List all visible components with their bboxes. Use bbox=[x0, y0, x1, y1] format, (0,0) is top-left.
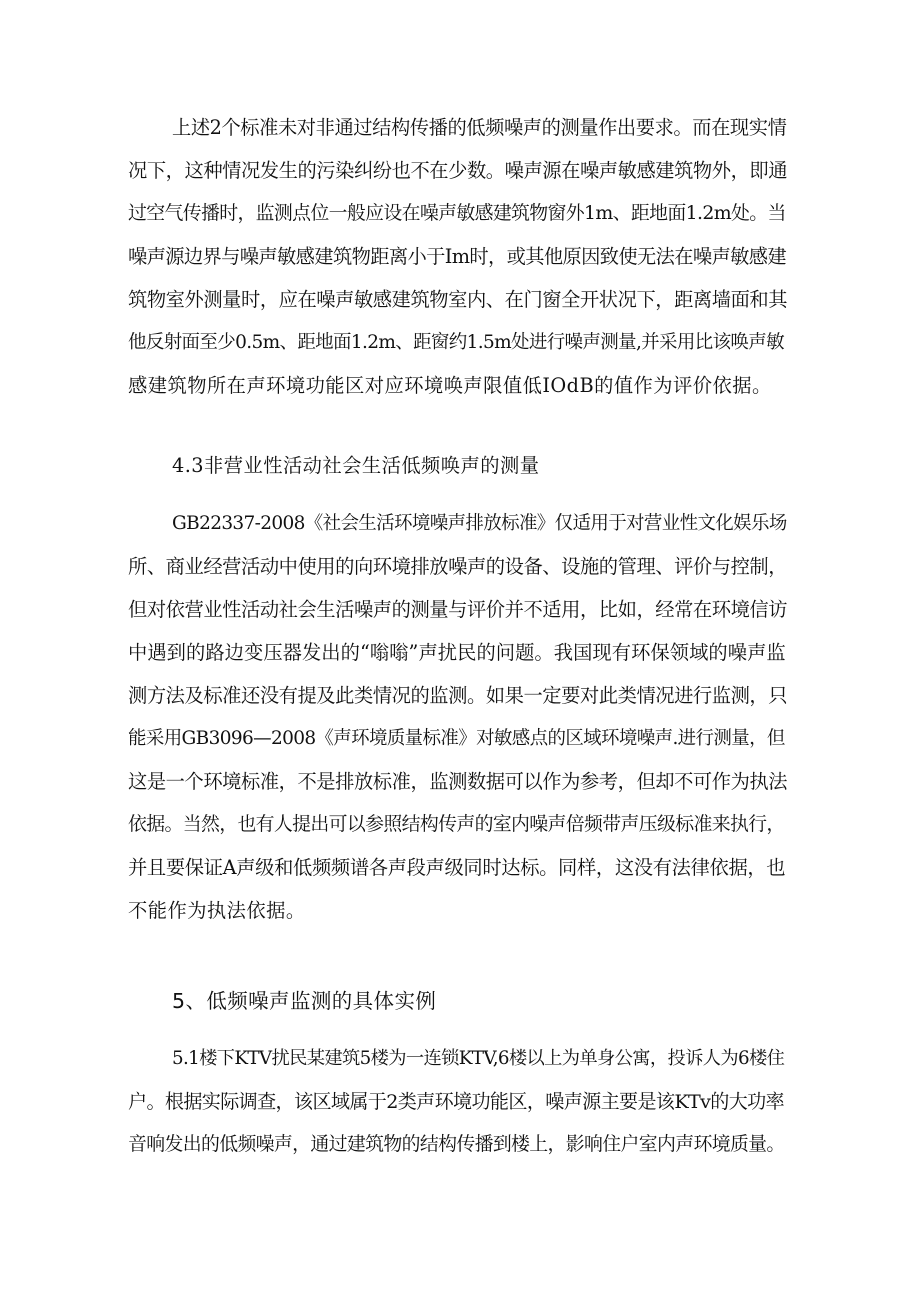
section-title: 5、低频噪声监测的具体实例 bbox=[172, 989, 437, 1013]
text-line: 并且要保证A声级和低频频谱各声段声级同时达标。同样，这没有法律依据，也 bbox=[128, 856, 786, 879]
text-line: 筑物室外测量时，应在噪声敏感建筑物室内、在门窗全开状况下，距离墙面和其 bbox=[128, 288, 788, 311]
paragraph-ktv-example bbox=[128, 1037, 788, 1166]
text-line: GB22337-2008《社会生活环境噪声排放标准》仅适用于对营业性文化娱乐场 bbox=[172, 513, 787, 534]
text-line: 户。根据实际调查，该区域属于2类声环境功能区，噪声源主要是该KTv的大功率 bbox=[128, 1090, 784, 1113]
text-line: 这是一个环境标准，不是排放标准，监测数据可以作为参考，但却不可作为执法 bbox=[128, 770, 788, 793]
text-line: 但对依营业性活动社会生活噪声的测量与评价并不适用，比如，经常在环境信访 bbox=[128, 598, 788, 621]
text-line: 他反射面至少0.5m、距地面1.2m、距窗约1.5m处进行噪声测量,并采用比该唤声敏 bbox=[128, 332, 784, 353]
text-line: 噪声源边界与噪声敏感建筑物距离小于Im时，或其他原因致使无法在噪声敏感建 bbox=[128, 245, 787, 268]
text-line: 依据。当然，也有人提出可以参照结构传声的室内噪声倍频带声压级标准来执行， bbox=[128, 813, 785, 835]
text-line: 过空气传播时，监测点位一般应设在噪声敏感建筑物窗外1m、距地面1.2m处。当 bbox=[128, 202, 786, 224]
section-title: 4.3非营业性活动社会生活低频唤声的测量 bbox=[172, 454, 540, 477]
section-heading-4-3 bbox=[128, 444, 788, 487]
text-line: 上述2个标准未对非通过结构传播的低频噪声的测量作出要求。而在现实情 bbox=[172, 116, 787, 139]
text-line: 能采用GB3096—2008《声环境质量标准》对敏感点的区域环境噪声.进行测量，但 bbox=[128, 728, 785, 749]
text-line: 况下，这种情况发生的污染纠纷也不在少数。噪声源在噪声敏感建筑物外，即通 bbox=[128, 159, 788, 182]
text-line: 中遇到的路边变压器发出的“嗡嗡”声扰民的问题。我国现有环保领域的噪声监 bbox=[128, 641, 786, 664]
text-line: 音响发出的低频噪声，通过建筑物的结构传播到楼上，影响住户室内声环境质量。 bbox=[128, 1133, 785, 1155]
text-line: 所、商业经营活动中使用的向环境排放噪声的设备、设施的管理、评价与控制， bbox=[128, 555, 788, 578]
text-line: 感建筑物所在声环境功能区对应环境唤声限值低IOdB的值作为评价依据。 bbox=[128, 374, 772, 397]
paragraph-non-commercial-noise bbox=[128, 502, 788, 932]
section-heading-5 bbox=[128, 980, 788, 1023]
text-line: 5.1楼下KTV扰民某建筑5楼为一连锁KTV,6楼以上为单身公寓，投诉人为6楼住 bbox=[172, 1048, 785, 1069]
paragraph-noise-measurement-location bbox=[128, 106, 788, 407]
text-line: 不能作为执法依据。 bbox=[128, 899, 306, 922]
text-line: 测方法及标准还没有提及此类情况的监测。如果一定要对此类情况进行监测，只 bbox=[128, 684, 788, 707]
